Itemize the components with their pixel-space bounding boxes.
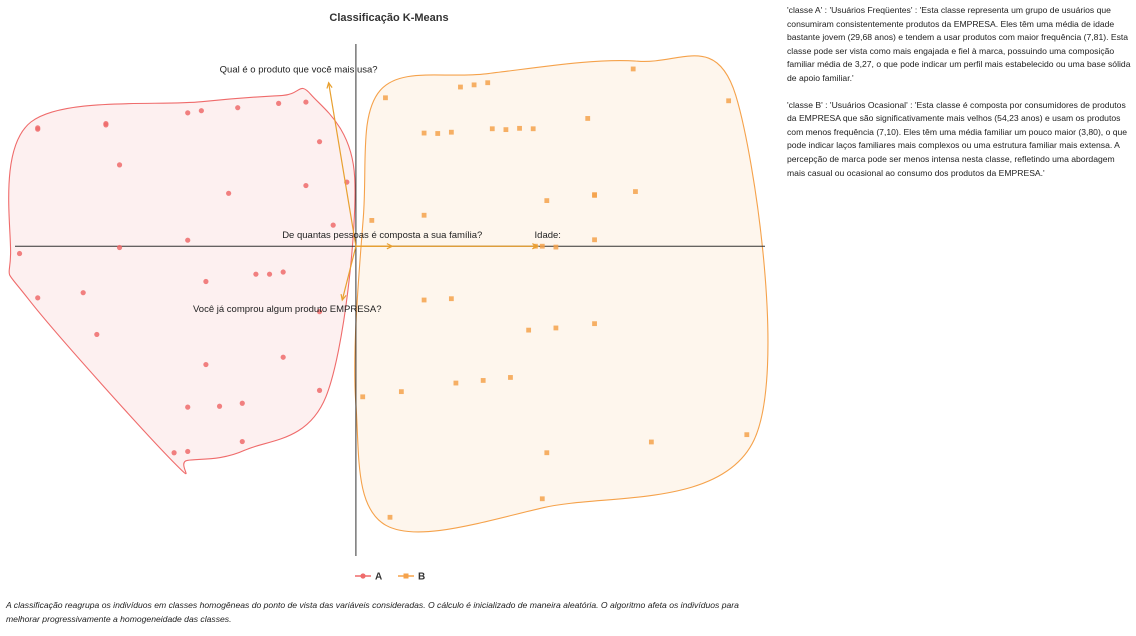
point-a	[317, 139, 322, 144]
point-a	[240, 401, 245, 406]
point-a	[203, 279, 208, 284]
point-b	[531, 126, 536, 131]
point-b	[422, 298, 427, 303]
point-b	[481, 378, 486, 383]
point-b	[360, 394, 365, 399]
point-a	[331, 223, 336, 228]
point-a	[203, 362, 208, 367]
point-a	[185, 405, 190, 410]
point-a	[185, 449, 190, 454]
variable-label: Qual é o produto que você mais usa?	[219, 64, 378, 76]
point-b	[369, 218, 374, 223]
point-a	[235, 105, 240, 110]
legend-label-b: B	[418, 571, 426, 583]
point-a	[117, 162, 122, 167]
point-a	[267, 272, 272, 277]
point-b	[449, 296, 454, 301]
point-b	[383, 95, 388, 100]
point-a	[199, 108, 204, 113]
point-b	[449, 130, 454, 135]
cluster-hull-b	[355, 56, 768, 532]
point-b	[508, 375, 513, 380]
point-a	[103, 122, 108, 127]
point-b	[554, 245, 559, 250]
point-b	[454, 381, 459, 386]
point-a	[185, 110, 190, 115]
point-a	[171, 450, 176, 455]
point-a	[281, 355, 286, 360]
point-a	[317, 388, 322, 393]
point-b	[435, 131, 440, 136]
point-a	[117, 245, 122, 250]
chart-caption: A classificação reagrupa os indivíduos em classes homogêneas do ponto de vista das variáveis consideradas. O cálculo é inicializado de maneira aleatória. O algoritmo afeta os indivíduos para melhorar progressivamente a homogeneidade das classes.	[6, 600, 739, 624]
point-a	[35, 295, 40, 300]
legend	[355, 572, 425, 583]
point-b	[422, 213, 427, 218]
point-a	[276, 101, 281, 106]
legend-label-a: A	[375, 571, 383, 583]
point-b	[554, 326, 559, 331]
point-a	[240, 439, 245, 444]
chart-title: Classificação K-Means	[329, 12, 449, 24]
point-b	[472, 82, 477, 87]
point-b	[399, 389, 404, 394]
point-b	[726, 98, 731, 103]
point-b	[544, 198, 549, 203]
point-b	[585, 116, 590, 121]
point-b	[592, 193, 597, 198]
legend-marker-b	[404, 574, 409, 579]
point-b	[592, 237, 597, 242]
point-b	[649, 440, 654, 445]
legend-marker-a	[360, 573, 365, 578]
point-a	[94, 332, 99, 337]
point-b	[517, 126, 522, 131]
variable-label: De quantas pessoas é composta a sua família?	[282, 230, 483, 242]
point-a	[17, 251, 22, 256]
point-b	[490, 126, 495, 131]
variable-label: Idade:	[534, 230, 561, 242]
point-b	[504, 127, 509, 132]
point-b	[388, 515, 393, 520]
point-b	[540, 496, 545, 501]
point-a	[185, 238, 190, 243]
cluster-hull-a	[9, 88, 355, 473]
cluster-a-description: 'classe A' : 'Usuários Freqüentes' : 'Esta classe representa um grupo de usuários que consumiram consistentemente produtos da EMPRESA. Eles têm uma média de idade bastante jovem (29,68 anos) e tendem a usar produtos com maior frequência (7,81). Esta classe pode ser vista como mais engajada e fiel à marca, possuindo uma composição familiar média de 3,27, o que pode indicar um perfil mais estabelecido ou uma base sólida de apoio familiar.'	[787, 5, 1131, 83]
point-a	[281, 269, 286, 274]
cluster-b-description: 'classe B' : 'Usuários Ocasional' : 'Esta classe é composta por consumidores de produtos da EMPRESA que são significativamente mais velhos (54,23 anos) e usam os produtos com menos frequência (7,10). Eles têm uma média familiar um pouco maior (3,80), o que pode indicar laços familiares mais complexos ou uma estrutura familiar mais extensa. A percepção de marca pode ser menos intensa nesta classe, refletindo uma abordagem mais casual ou ocasional ao consumo dos produtos da EMPRESA.'	[787, 99, 1128, 178]
point-b	[744, 432, 749, 437]
point-a	[303, 99, 308, 104]
cluster-descriptions	[787, 4, 1133, 193]
cluster-hulls	[9, 56, 768, 532]
point-b	[544, 450, 549, 455]
point-b	[592, 321, 597, 326]
point-b	[631, 67, 636, 72]
point-a	[303, 183, 308, 188]
point-a	[81, 290, 86, 295]
point-a	[35, 125, 40, 130]
variable-label: Você já comprou algum produto EMPRESA?	[193, 304, 382, 315]
point-b	[458, 85, 463, 90]
point-a	[253, 272, 258, 277]
point-b	[422, 131, 427, 136]
point-b	[526, 328, 531, 333]
point-a	[226, 191, 231, 196]
point-a	[217, 404, 222, 409]
point-b	[540, 244, 545, 249]
point-b	[633, 189, 638, 194]
point-b	[485, 80, 490, 85]
